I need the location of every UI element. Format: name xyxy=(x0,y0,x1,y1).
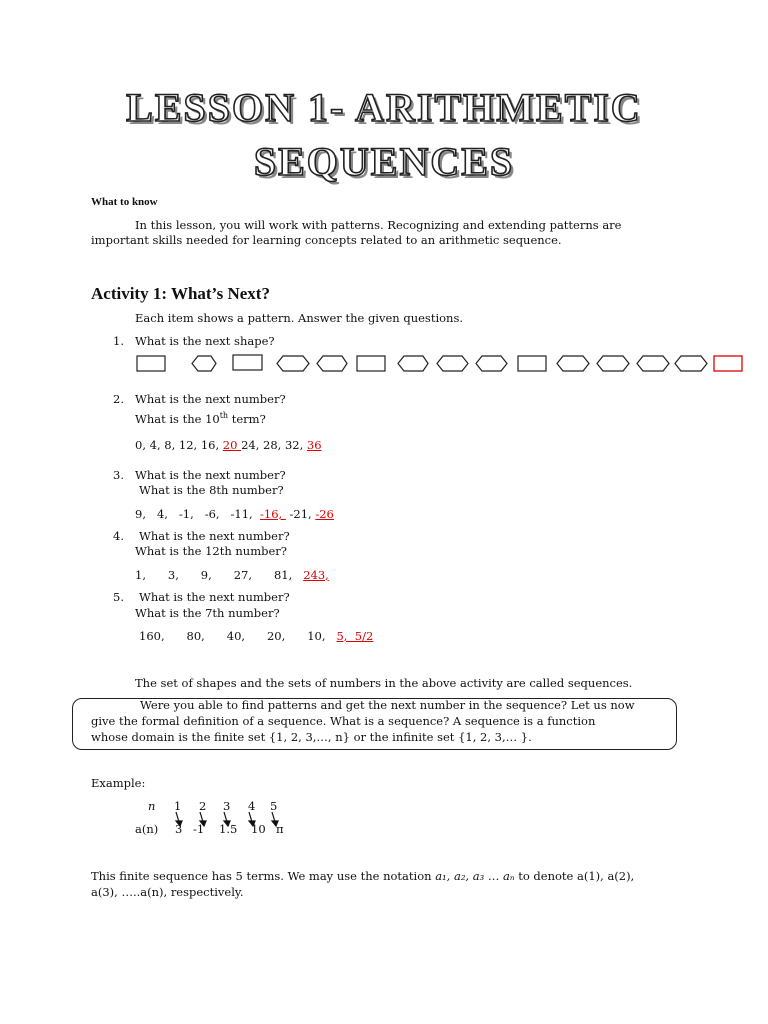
mapping-arrows xyxy=(0,810,768,840)
sequences-statement: The set of shapes and the sets of numbers in the above activity are called sequences. xyxy=(135,676,633,690)
definition-line1: Were you able to find patterns and get the next number in the sequence? Let us now xyxy=(140,698,635,712)
shape-rectangle xyxy=(137,356,165,371)
answer-minus-26: -26 xyxy=(315,507,334,521)
n-value-4: 4 xyxy=(248,799,256,813)
shape-sequence xyxy=(0,350,768,390)
question-4-line2: What is the 12th number? xyxy=(135,544,287,558)
intro-paragraph-line2: important skills needed for learning concepts related to an arithmetic sequence. xyxy=(91,233,562,247)
n-value-5: 5 xyxy=(270,799,278,813)
closing-line1: This finite sequence has 5 terms. We may use the notation a₁, a₂, a₃ … aₙ to denote a(1), a(2), xyxy=(91,869,635,883)
n-label: n xyxy=(148,799,156,813)
what-to-know-heading: What to know xyxy=(91,196,158,208)
question-5-line1: What is the next number? xyxy=(139,590,290,604)
answer-36: 36 xyxy=(306,438,322,452)
question-4-line1: What is the next number? xyxy=(139,529,290,543)
activity-heading: Activity 1: What’s Next? xyxy=(91,284,270,303)
a-value-4: 10 xyxy=(251,822,266,836)
lesson-title-line2: SEQUENCES xyxy=(253,139,515,184)
shape-hexagon xyxy=(637,356,669,371)
question-1-text: What is the next shape? xyxy=(135,334,275,348)
answer-20: 20 xyxy=(222,438,242,452)
shape-hexagon xyxy=(437,356,468,371)
closing-line2: a(3), …..a(n), respectively. xyxy=(91,885,244,899)
shape-hexagon xyxy=(597,356,629,371)
question-3-line2: What is the 8th number? xyxy=(139,483,284,497)
shape-hexagon xyxy=(476,356,507,371)
question-3-number: 3. xyxy=(113,468,124,482)
example-label: Example: xyxy=(91,776,146,790)
question-2-sequence: 0, 4, 8, 12, 16, 20 24, 28, 32, 36 xyxy=(135,438,322,452)
n-value-2: 2 xyxy=(199,799,207,813)
a-value-3: 1.5 xyxy=(219,822,238,836)
shape-rectangle xyxy=(518,356,546,371)
question-2-line1: What is the next number? xyxy=(135,392,286,406)
shape-hexagon xyxy=(398,356,428,371)
a-value-1: 3 xyxy=(175,822,183,836)
shape-rectangle xyxy=(233,355,262,370)
definition-line3: whose domain is the finite set {1, 2, 3,…, n} or the infinite set {1, 2, 3,… }. xyxy=(91,730,532,744)
shape-rectangle xyxy=(357,356,385,371)
shape-hexagon xyxy=(192,356,216,371)
a-n-label: a(n) xyxy=(135,822,159,836)
definition-line2: give the formal definition of a sequence. What is a sequence? A sequence is a function xyxy=(91,714,596,728)
question-1-number: 1. xyxy=(113,334,124,348)
question-2-line2: What is the 10th term? xyxy=(135,411,266,426)
answer-5-and-5-over-2: 5, 5/2 xyxy=(336,629,374,643)
question-4-sequence: 1, 3, 9, 27, 81, 243, xyxy=(135,568,329,582)
a-value-2: -1 xyxy=(193,822,205,836)
n-value-1: 1 xyxy=(174,799,182,813)
question-3-sequence: 9, 4, -1, -6, -11, -16, -21, -26 xyxy=(135,507,334,521)
answer-243: 243, xyxy=(303,568,329,582)
activity-intro: Each item shows a pattern. Answer the given questions. xyxy=(135,311,464,325)
intro-paragraph-line1: In this lesson, you will work with patterns. Recognizing and extending patterns are xyxy=(135,218,622,232)
shape-hexagon xyxy=(557,356,589,371)
question-5-sequence: 160, 80, 40, 20, 10, 5, 5/2 xyxy=(139,629,374,643)
a-value-5: π xyxy=(276,822,284,836)
lesson-title-line1: LESSON 1- ARITHMETIC xyxy=(126,85,642,130)
n-value-3: 3 xyxy=(223,799,231,813)
shape-hexagon xyxy=(675,356,707,371)
question-2-number: 2. xyxy=(113,392,124,406)
question-4-number: 4. xyxy=(113,529,124,543)
question-5-number: 5. xyxy=(113,590,124,604)
answer-shape-rectangle xyxy=(714,356,742,371)
question-5-line2: What is the 7th number? xyxy=(135,606,280,620)
question-3-line1: What is the next number? xyxy=(135,468,286,482)
notation: a₁, a₂, a₃ … aₙ xyxy=(435,869,515,883)
shape-hexagon xyxy=(317,356,347,371)
answer-minus-16: -16, xyxy=(260,507,286,521)
shape-hexagon xyxy=(277,356,309,371)
